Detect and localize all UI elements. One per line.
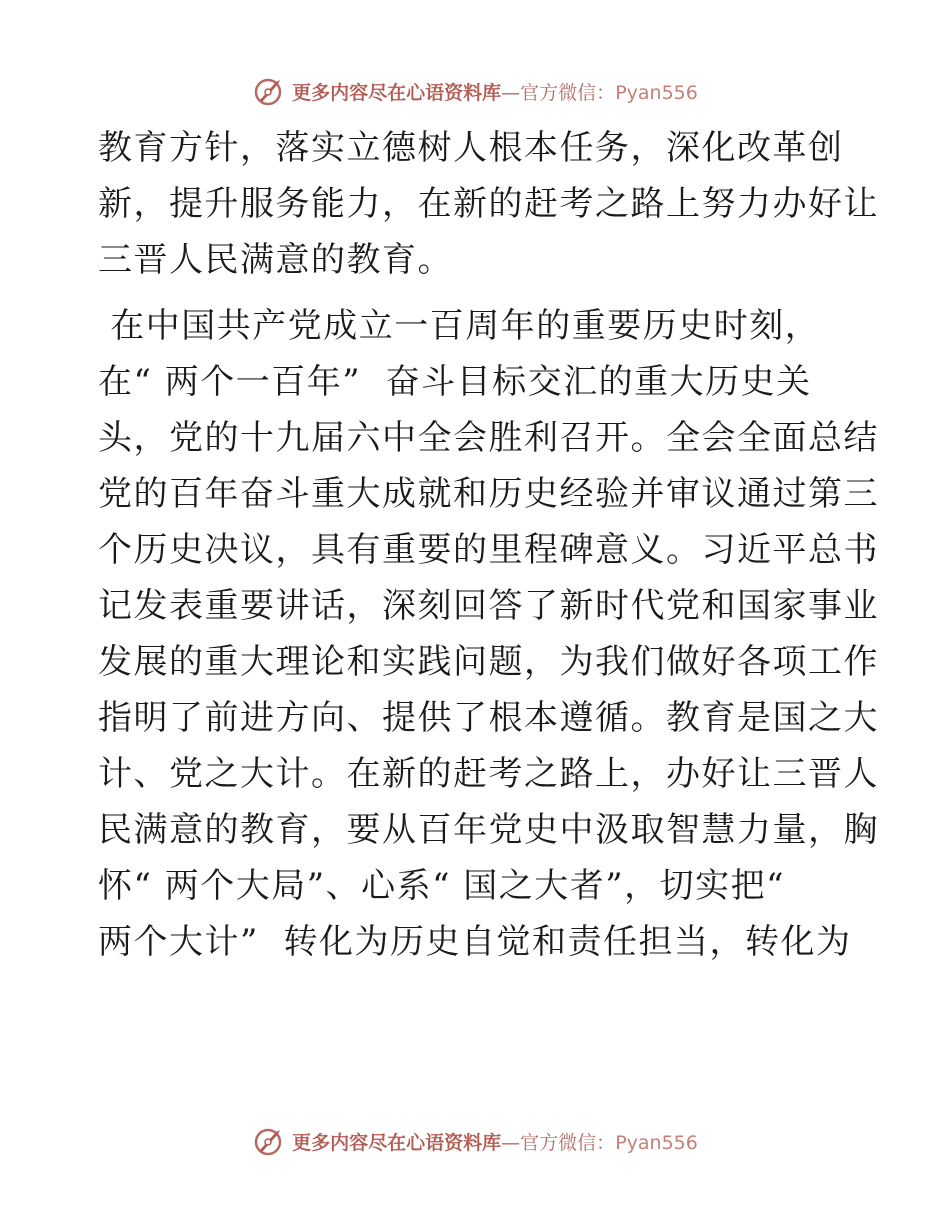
watermark-id: Pyan556 [615,1131,698,1154]
text-line: 发展的重大理论和实践问题，为我们做好各项工作 [98,642,879,682]
footer-watermark [0,1124,950,1158]
text-line: 怀“ 两个大局”、心系“ 国之大者”，切实把“ [98,866,786,906]
header-watermark [0,74,950,108]
text-line: 记发表重要讲话，深刻回答了新时代党和国家事业 [98,586,879,626]
pen-logo-icon [252,74,286,108]
watermark-separator: — [501,1131,521,1154]
text-line: 党的百年奋斗重大成就和历史经验并审议通过第三 [98,474,879,514]
text-line: 两个大计” 转化为历史自觉和责任担当，转化为 [98,922,852,962]
watermark-label: 官方微信： [520,1131,616,1154]
text-line: 三晋人民满意的教育。 [98,240,453,280]
pen-logo-icon [252,1124,286,1158]
watermark-id: Pyan556 [615,81,698,104]
document-body [98,120,879,970]
watermark-text [292,1128,698,1155]
text-line: 民满意的教育，要从百年党史中汲取智慧力量，胸 [98,810,879,850]
watermark-main: 更多内容尽在心语资料库 [292,1131,502,1154]
text-line: 教育方针，落实立德树人根本任务，深化改革创 [98,128,844,168]
text-line: 在中国共产党成立一百周年的重要历史时刻， [98,306,821,346]
paragraph-1 [98,120,879,288]
text-line: 新，提升服务能力，在新的赶考之路上努力办好让 [98,184,879,224]
watermark-text [292,78,698,105]
watermark-label: 官方微信： [520,81,616,104]
text-line: 个历史决议，具有重要的里程碑意义。习近平总书 [98,530,879,570]
text-line: 指明了前进方向、提供了根本遵循。教育是国之大 [98,698,879,738]
paragraph-2 [98,298,879,970]
text-line: 计、党之大计。在新的赶考之路上，办好让三晋人 [98,754,879,794]
text-line: 在“ 两个一百年” 奋斗目标交汇的重大历史关 [98,362,812,402]
watermark-separator: — [501,81,521,104]
watermark-main: 更多内容尽在心语资料库 [292,81,502,104]
text-line: 头，党的十九届六中全会胜利召开。全会全面总结 [98,418,879,458]
